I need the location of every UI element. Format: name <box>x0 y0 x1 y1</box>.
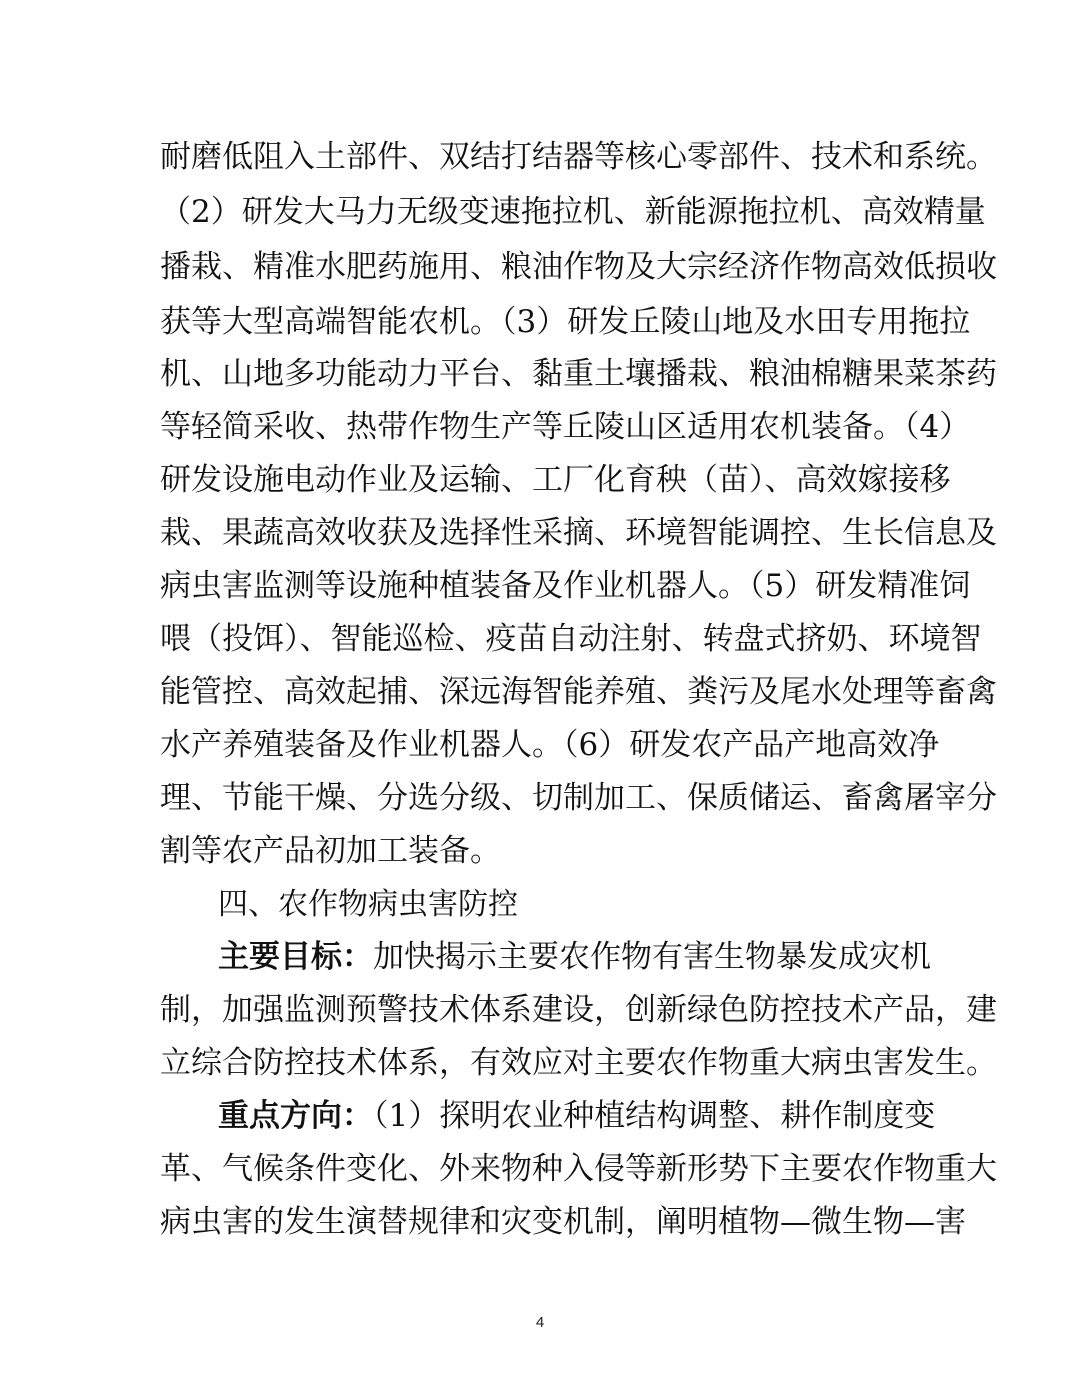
body-text-line: 能管控、高效起捕、深远海智能养殖、粪污及尾水处理等畜禽 <box>160 674 997 710</box>
body-text-line: 水产养殖装备及作业机器人。（6）研发农产品产地高效净 <box>160 727 940 763</box>
key-direction-paragraph-line <box>218 1096 936 1136</box>
main-goal-text: 加快揭示主要农作物有害生物暴发成灾机 <box>373 939 931 975</box>
body-text-line: 割等农产品初加工装备。 <box>160 833 501 869</box>
body-text-line: 理、节能干燥、分选分级、切制加工、保质储运、畜禽屠宰分 <box>160 780 997 816</box>
body-text-line: 等轻简采收、热带作物生产等丘陵山区适用农机装备。（4） <box>160 409 971 445</box>
body-text-line: 机、山地多功能动力平台、黏重土壤播栽、粮油棉糖果菜茶药 <box>160 356 997 392</box>
body-text-line: 研发设施电动作业及运输、工厂化育秧（苗）、高效嫁接移 <box>160 462 951 498</box>
body-text-line: 喂（投饵）、智能巡检、疫苗自动注射、转盘式挤奶、环境智 <box>160 621 982 657</box>
key-direction-text: （1）探明农业种植结构调整、耕作制度变 <box>373 1098 936 1134</box>
section-heading: 四、农作物病虫害防控 <box>218 887 518 922</box>
body-text-line: 病虫害的发生演替规律和灾变机制，阐明植物—微生物—害 <box>160 1204 966 1240</box>
body-text-line: 栽、果蔬高效收获及选择性采摘、环境智能调控、生长信息及 <box>160 515 997 551</box>
body-text-line: 病虫害监测等设施种植装备及作业机器人。（5）研发精准饲 <box>160 568 971 604</box>
body-text-line: 立综合防控技术体系，有效应对主要农作物重大病虫害发生。 <box>160 1045 997 1081</box>
main-goal-paragraph-line <box>218 937 931 977</box>
body-text-line: （2）研发大马力无级变速拖拉机、新能源拖拉机、高效精量 <box>160 194 986 230</box>
body-text-line: 制，加强监测预警技术体系建设，创新绿色防控技术产品，建 <box>160 992 997 1028</box>
page-number: 4 <box>535 1314 545 1331</box>
body-text-line: 耐磨低阻入土部件、双结打结器等核心零部件、技术和系统。 <box>160 139 997 175</box>
key-direction-label: 重点方向： <box>218 1098 373 1134</box>
body-text-line: 播栽、精准水肥药施用、粮油作物及大宗经济作物高效低损收 <box>160 249 997 285</box>
body-text-line: 革、气候条件变化、外来物种入侵等新形势下主要农作物重大 <box>160 1151 997 1187</box>
main-goal-label: 主要目标： <box>218 939 373 975</box>
body-text-line: 获等大型高端智能农机。（3）研发丘陵山地及水田专用拖拉 <box>160 304 971 340</box>
